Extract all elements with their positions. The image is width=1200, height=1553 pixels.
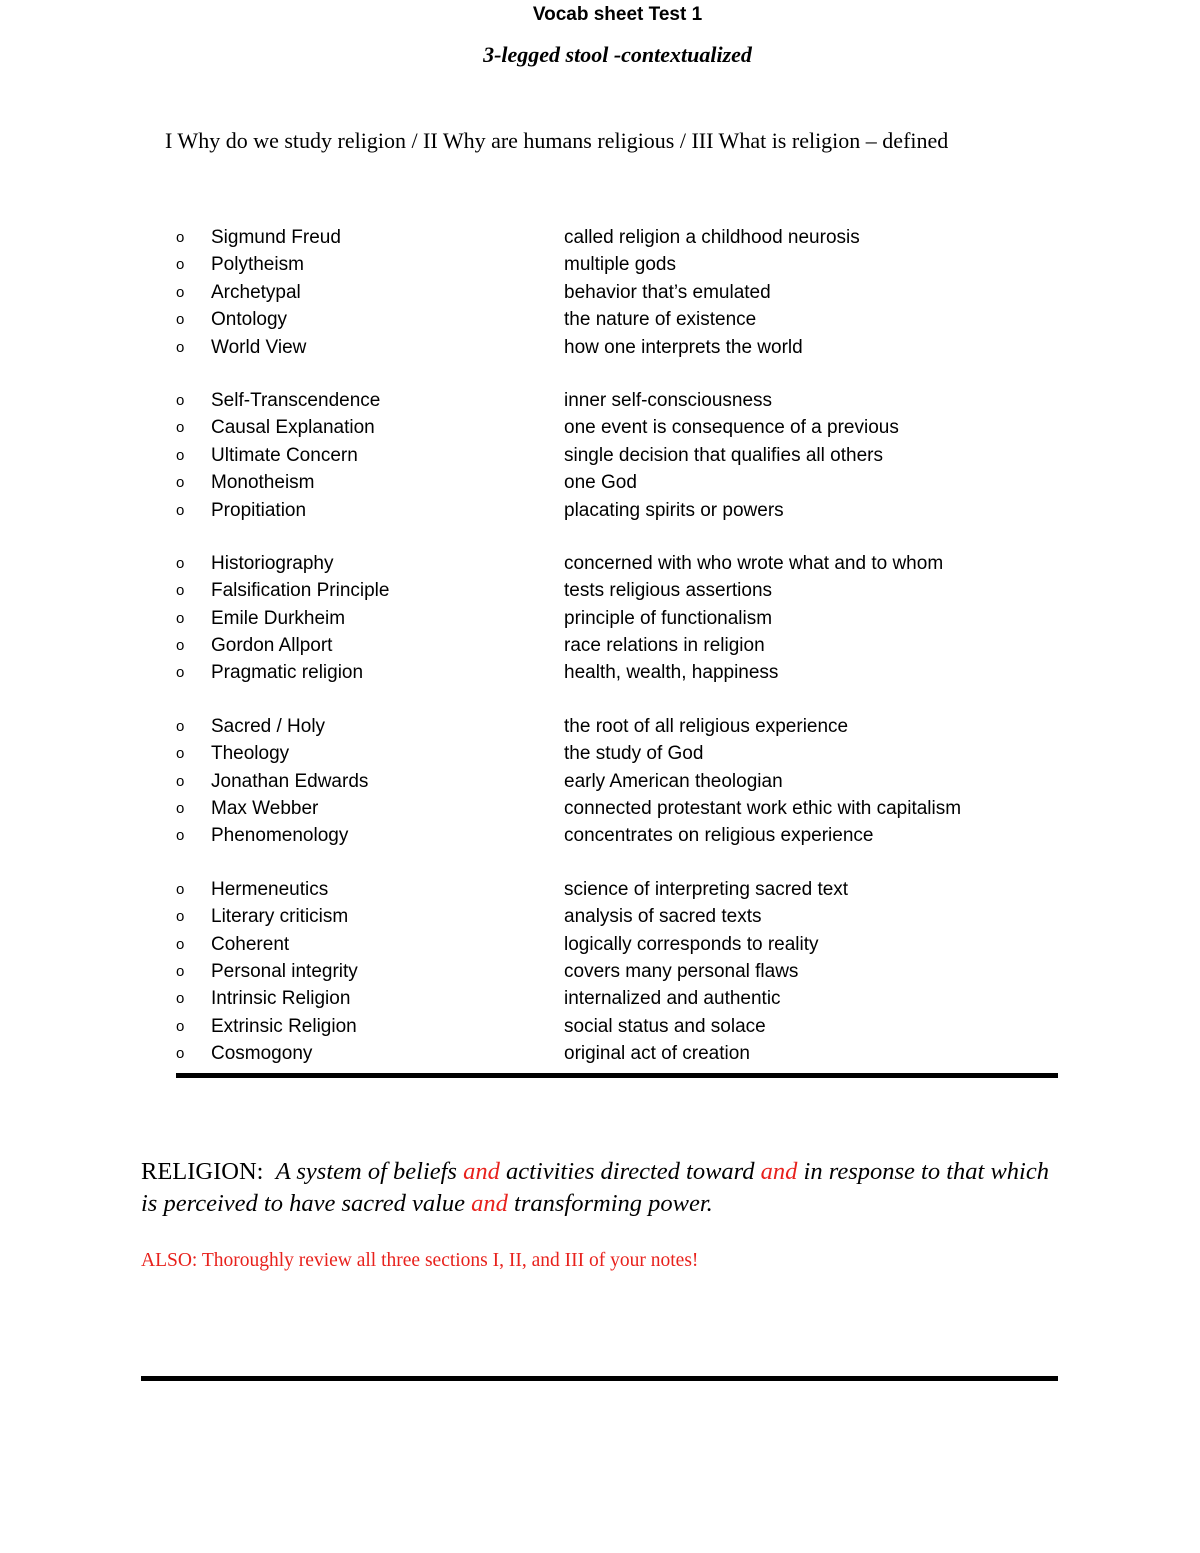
vocab-row (176, 497, 1058, 524)
vocab-term: Polytheism (211, 254, 304, 276)
bullet-icon: o (176, 391, 185, 409)
vocab-row (176, 795, 1058, 822)
vocab-definition: multiple gods (564, 254, 676, 276)
vocab-row (176, 469, 1058, 496)
bullet-icon: o (176, 311, 185, 329)
vocab-term: Extrinsic Religion (211, 1015, 357, 1037)
bullet-icon: o (176, 880, 185, 898)
definition-and-3: and (471, 1190, 508, 1217)
vocab-row (176, 251, 1058, 278)
vocab-row (176, 768, 1058, 795)
bullet-icon: o (176, 717, 185, 735)
divider-rule (176, 1073, 1058, 1078)
vocab-definition: single decision that qualifies all others (564, 444, 883, 466)
vocab-term: Ontology (211, 309, 288, 331)
vocab-row (176, 632, 1058, 659)
vocab-definition: internalized and authentic (564, 988, 781, 1010)
vocab-row (176, 876, 1058, 903)
also-note: ALSO: Thoroughly review all three sections I, II, and III of your notes! (141, 1250, 699, 1271)
vocab-term: Personal integrity (211, 960, 358, 982)
vocab-term: Emile Durkheim (211, 607, 346, 629)
vocab-row (176, 605, 1058, 632)
vocab-definition: covers many personal flaws (564, 960, 799, 982)
vocab-row (176, 224, 1058, 251)
bullet-icon: o (176, 962, 185, 980)
document-subtitle: 3-legged stool -contextualized (483, 42, 752, 67)
vocab-list (176, 224, 1058, 1068)
vocab-term: Max Webber (211, 798, 319, 820)
vocab-definition: original act of creation (564, 1043, 750, 1065)
bullet-icon: o (176, 474, 185, 492)
bullet-icon: o (176, 283, 185, 301)
definition-and-2: and (760, 1158, 798, 1185)
vocab-row (176, 985, 1058, 1012)
vocab-row (176, 414, 1058, 441)
vocab-definition: health, wealth, happiness (564, 662, 779, 684)
bullet-icon: o (176, 745, 185, 763)
bullet-icon: o (176, 446, 185, 464)
vocab-term: Cosmogony (211, 1043, 313, 1065)
vocab-group (176, 876, 1058, 1068)
vocab-definition: one God (564, 472, 637, 494)
vocab-definition: concentrates on religious experience (564, 825, 874, 847)
vocab-definition: one event is consequence of a previous (564, 417, 899, 439)
vocab-term: Hermeneutics (211, 878, 329, 900)
vocab-row (176, 550, 1058, 577)
bullet-icon: o (176, 1045, 185, 1063)
vocab-row (176, 713, 1058, 740)
vocab-definition: principle of functionalism (564, 607, 773, 629)
bullet-icon: o (176, 229, 185, 246)
vocab-term: Pragmatic religion (211, 662, 364, 684)
vocab-row (176, 334, 1058, 361)
vocab-definition: the root of all religious experience (564, 715, 849, 737)
vocab-term: Theology (211, 743, 290, 765)
religion-definition (141, 1156, 1051, 1220)
vocab-term: Intrinsic Religion (211, 988, 351, 1010)
vocab-term: Sigmund Freud (211, 227, 341, 248)
vocab-definition: logically corresponds to reality (564, 933, 819, 955)
vocab-row (176, 279, 1058, 306)
bullet-icon: o (176, 908, 185, 926)
vocab-term: Sacred / Holy (211, 715, 326, 737)
vocab-definition: analysis of sacred texts (564, 906, 762, 928)
vocab-definition: placating spirits or powers (564, 499, 784, 521)
vocab-row (176, 958, 1058, 985)
vocab-definition: social status and solace (564, 1015, 766, 1037)
vocab-term: Falsification Principle (211, 580, 390, 602)
vocab-term: Coherent (211, 933, 290, 955)
definition-and-1: and (463, 1158, 500, 1185)
definition-part-3: in response to that which is perceived to have sacred value (141, 1158, 1049, 1217)
vocab-definition: inner self-consciousness (564, 389, 773, 411)
bullet-icon: o (176, 338, 185, 356)
vocab-term: Ultimate Concern (211, 444, 358, 466)
vocab-row (176, 659, 1058, 686)
vocab-term: Monotheism (211, 472, 315, 494)
vocab-definition: concerned with who wrote what and to whom (564, 552, 944, 574)
vocab-group (176, 550, 1058, 687)
bullet-icon: o (176, 256, 185, 274)
vocab-row (176, 1040, 1058, 1067)
vocab-definition: the study of God (564, 743, 704, 765)
vocab-definition: early American theologian (564, 770, 783, 792)
vocab-term: Self-Transcendence (211, 389, 381, 411)
bullet-icon: o (176, 609, 185, 627)
vocab-term: Propitiation (211, 499, 307, 521)
bullet-icon: o (176, 800, 185, 818)
vocab-definition: tests religious assertions (564, 580, 773, 602)
bullet-icon: o (176, 582, 185, 600)
vocab-group (176, 387, 1058, 524)
vocab-definition: race relations in religion (564, 635, 765, 657)
bullet-icon: o (176, 637, 185, 655)
vocab-term: Causal Explanation (211, 417, 375, 439)
vocab-term: Archetypal (211, 281, 301, 303)
bullet-icon: o (176, 990, 185, 1008)
bottom-rule (141, 1376, 1058, 1381)
vocab-term: Historiography (211, 552, 334, 574)
vocab-row (176, 822, 1058, 849)
bullet-icon: o (176, 419, 185, 437)
vocab-group (176, 224, 1058, 361)
vocab-term: Gordon Allport (211, 635, 333, 657)
vocab-row (176, 1013, 1058, 1040)
vocab-definition: called religion a childhood neurosis (564, 227, 860, 248)
vocab-term: World View (211, 336, 307, 358)
vocab-row (176, 903, 1058, 930)
vocab-term: Phenomenology (211, 825, 349, 847)
sections-line: I Why do we study religion / II Why are humans religious / III What is religion – defined (165, 128, 949, 153)
vocab-term: Literary criticism (211, 906, 349, 928)
vocab-row (176, 931, 1058, 958)
bullet-icon: o (176, 772, 185, 790)
religion-label: RELIGION: (141, 1158, 264, 1185)
vocab-group (176, 713, 1058, 850)
document-title: Vocab sheet Test 1 (532, 4, 703, 25)
vocab-term: Jonathan Edwards (211, 770, 369, 792)
bullet-icon: o (176, 827, 185, 845)
definition-part-4: transforming power. (514, 1190, 713, 1217)
bullet-icon: o (176, 664, 185, 682)
vocab-definition: science of interpreting sacred text (564, 878, 849, 900)
vocab-definition: behavior that’s emulated (564, 281, 771, 303)
vocab-row (176, 442, 1058, 469)
definition-part-1: A system of beliefs (275, 1158, 457, 1185)
bullet-icon: o (176, 935, 185, 953)
vocab-row (176, 387, 1058, 414)
vocab-definition: the nature of existence (564, 309, 757, 331)
vocab-row (176, 740, 1058, 767)
vocab-definition: connected protestant work ethic with capitalism (564, 798, 962, 820)
bullet-icon: o (176, 1017, 185, 1035)
bullet-icon: o (176, 554, 185, 572)
vocab-row (176, 306, 1058, 333)
bullet-icon: o (176, 501, 185, 519)
vocab-row (176, 577, 1058, 604)
vocab-definition: how one interprets the world (564, 336, 803, 358)
definition-part-2: activities directed toward (505, 1158, 755, 1185)
